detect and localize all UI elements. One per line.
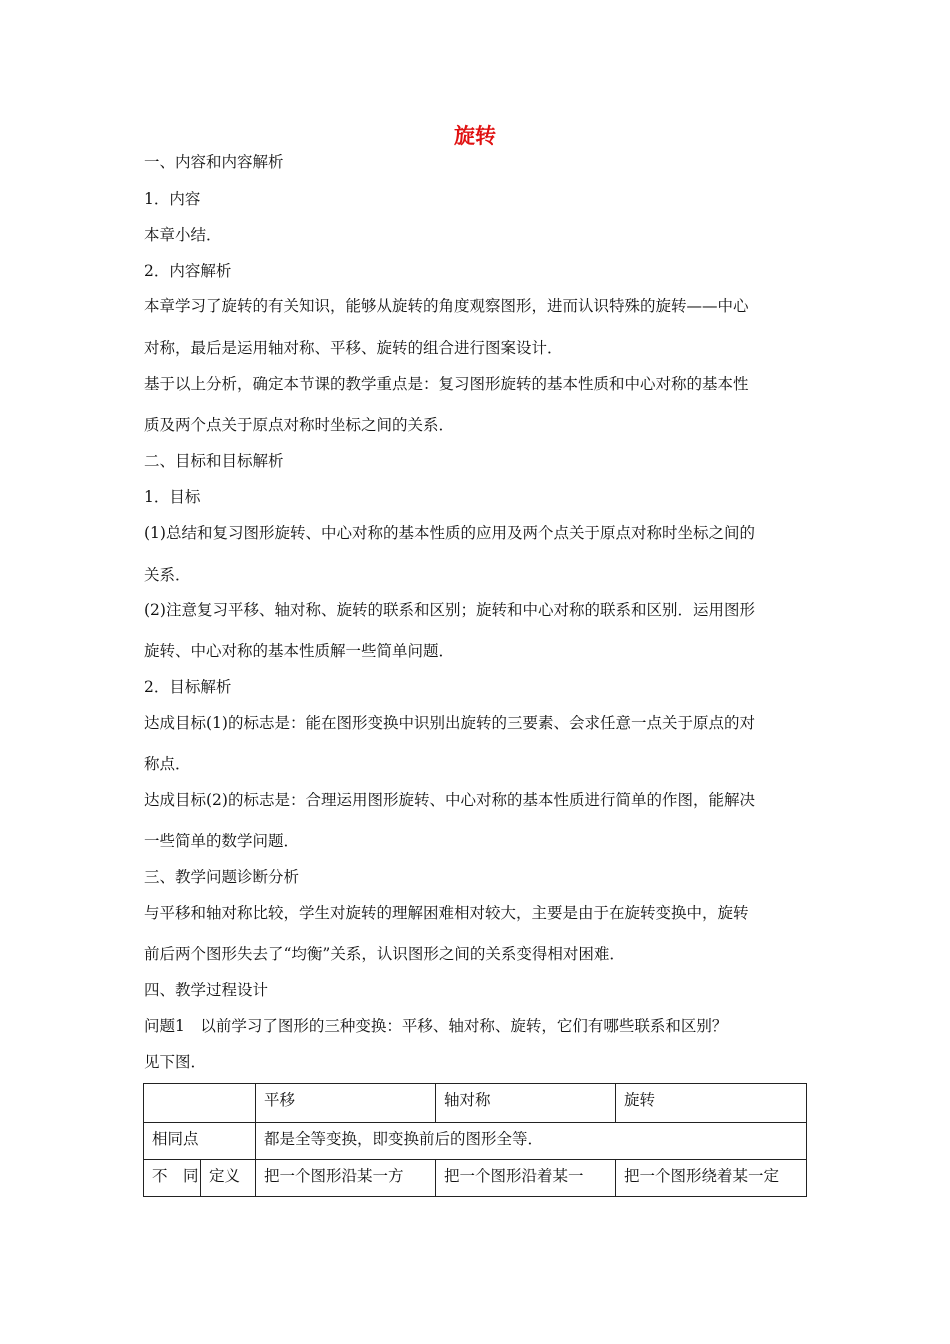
paragraph-line: 一些简单的数学问题． <box>144 832 300 850</box>
table-cell: 都是全等变换，即变换前后的图形全等． <box>256 1123 807 1160</box>
row-label-cell: 不 同 <box>144 1160 201 1197</box>
paragraph-line: 本章小结． <box>144 226 222 244</box>
paragraph-line: 基于以上分析，确定本节课的教学重点是：复习图形旋转的基本性质和中心对称的基本性 <box>144 375 749 393</box>
section-heading: 二、目标和目标解析 <box>144 452 284 470</box>
paragraph-line: 达成目标(2)的标志是：合理运用图形旋转、中心对称的基本性质进行简单的作图，能解决 <box>144 791 755 809</box>
subsection-heading: 1．目标 <box>144 488 201 506</box>
table-row <box>144 1123 807 1160</box>
paragraph-line: 质及两个点关于原点对称时坐标之间的关系． <box>144 416 455 434</box>
paragraph-line: 旋转、中心对称的基本性质解一些简单问题． <box>144 642 455 660</box>
subsection-heading: 1．内容 <box>144 190 201 208</box>
paragraph-line: 关系． <box>144 566 191 584</box>
table-header-cell: 轴对称 <box>436 1084 616 1123</box>
table-header-row <box>144 1084 807 1123</box>
paragraph-line: 达成目标(1)的标志是：能在图形变换中识别出旋转的三要素、会求任意一点关于原点的对 <box>144 714 755 732</box>
table-cell: 把一个图形沿着某一 <box>436 1160 616 1197</box>
paragraph-line: 见下图． <box>144 1053 207 1071</box>
paragraph-line: 问题1 以前学习了图形的三种变换：平移、轴对称、旋转，它们有哪些联系和区别？ <box>144 1017 728 1035</box>
paragraph-line: (1)总结和复习图形旋转、中心对称的基本性质的应用及两个点关于原点对称时坐标之间的 <box>144 524 755 542</box>
paragraph-line: 称点． <box>144 755 191 773</box>
paragraph-line: 与平移和轴对称比较，学生对旋转的理解困难相对较大，主要是由于在旋转变换中，旋转 <box>144 904 749 922</box>
table-row <box>144 1160 807 1197</box>
section-heading: 一、内容和内容解析 <box>144 153 284 171</box>
table-header-cell: 旋转 <box>616 1084 807 1123</box>
paragraph-line: (2)注意复习平移、轴对称、旋转的联系和区别；旋转和中心对称的联系和区别．运用图形 <box>144 601 755 619</box>
table-cell: 把一个图形沿某一方 <box>256 1160 436 1197</box>
document-title: 旋转 <box>454 124 496 148</box>
table-header-cell: 平移 <box>256 1084 436 1123</box>
row-label-cell: 相同点 <box>144 1123 256 1160</box>
paragraph-line: 对称，最后是运用轴对称、平移、旋转的组合进行图案设计． <box>144 339 563 357</box>
table-header-cell <box>144 1084 256 1123</box>
subsection-heading: 2．内容解析 <box>144 262 232 280</box>
comparison-table <box>143 1083 807 1197</box>
table-cell: 把一个图形绕着某一定 <box>616 1160 807 1197</box>
paragraph-line: 前后两个图形失去了“均衡”关系，认识图形之间的关系变得相对困难． <box>144 945 625 963</box>
paragraph-line: 本章学习了旋转的有关知识，能够从旋转的角度观察图形，进而认识特殊的旋转——中心 <box>144 297 749 315</box>
section-heading: 三、教学问题诊断分析 <box>144 868 300 886</box>
subsection-heading: 2．目标解析 <box>144 678 232 696</box>
row-label-cell: 定义 <box>201 1160 256 1197</box>
section-heading: 四、教学过程设计 <box>144 981 269 999</box>
